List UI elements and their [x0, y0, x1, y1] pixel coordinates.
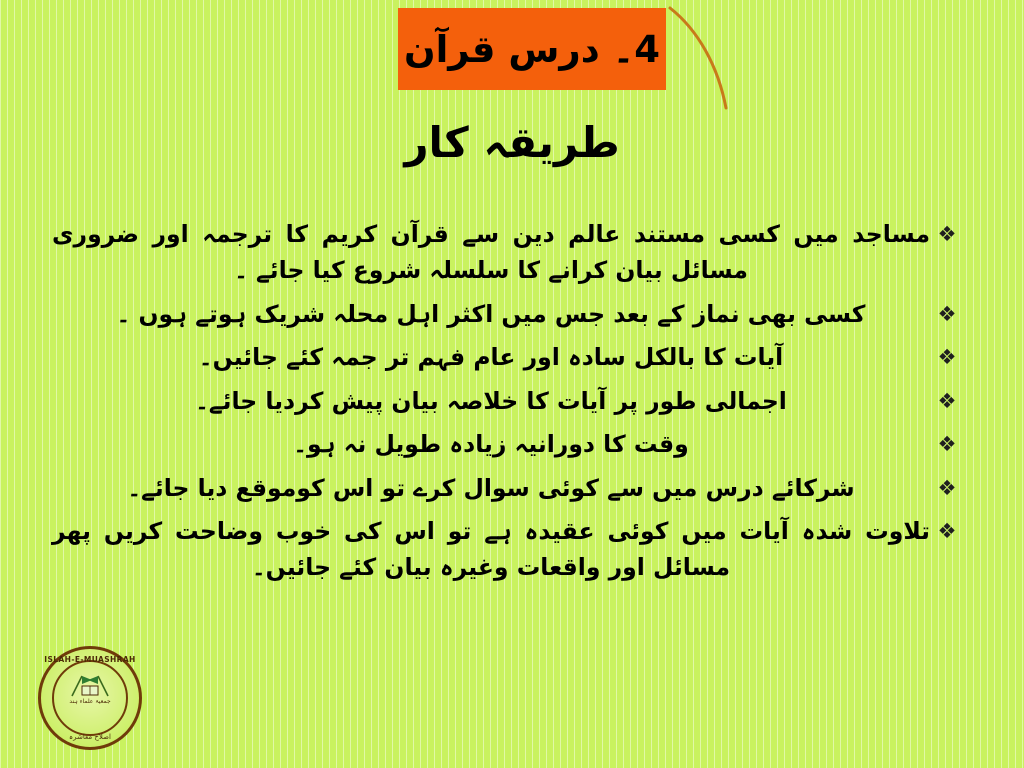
- diamond-bullet-icon: ❖: [937, 345, 957, 370]
- list-item-text: تلاوت شدہ آیات میں کوئی عقیدہ ہے تو اس کی خوب وضاحت کریں پھر مسائل اور واقعات وغیرہ بیان کئے جائیں۔: [52, 516, 930, 582]
- list-item-text: وقت کا دورانیہ زیادہ طویل نہ ہو۔: [293, 430, 689, 459]
- list-item: [52, 513, 964, 586]
- list-item-text: آیات کا بالکل سادہ اور عام فہم تر جمہ کئے جائیں۔: [198, 343, 784, 372]
- title-banner: [398, 8, 666, 90]
- bullet-list: [52, 216, 964, 593]
- diamond-bullet-icon: ❖: [937, 222, 957, 246]
- list-item-text: شرکائے درس میں سے کوئی سوال کرے تو اس کوموقع دیا جائے۔: [127, 473, 855, 502]
- organization-logo: [38, 646, 142, 750]
- list-item-text: مساجد میں کسی مستند عالم دین سے قرآن کریم کا ترجمہ اور ضروری مسائل بیان کرانے کا سلسلہ شروع کیا جائے ۔: [52, 220, 930, 285]
- logo-bottom-text: اصلاح معاشرہ: [69, 733, 111, 741]
- logo-top-text: ISLAH-E-MUASHRAH: [44, 655, 136, 664]
- diamond-bullet-icon: ❖: [937, 301, 957, 326]
- diamond-bullet-icon: ❖: [937, 518, 957, 543]
- list-item-text: اجمالی طور پر آیات کا خلاصہ بیان پیش کردیا جائے۔: [195, 386, 787, 415]
- decorative-swoosh-icon: [664, 4, 754, 114]
- slide-title: 4۔ درس قرآن: [403, 27, 661, 71]
- diamond-bullet-icon: ❖: [937, 475, 957, 500]
- crossed-flags-book-icon: [68, 672, 112, 698]
- section-heading: طریقہ کار: [404, 118, 620, 167]
- diamond-bullet-icon: ❖: [937, 432, 957, 457]
- list-item: [52, 216, 964, 289]
- diamond-bullet-icon: ❖: [937, 388, 957, 413]
- list-item: [52, 426, 964, 462]
- list-item: [52, 470, 964, 506]
- logo-mid-text: جمعیۃ علماء ہند: [69, 698, 111, 705]
- list-item-text: کسی بھی نماز کے بعد جس میں اکثر اہل محلہ شریک ہوتے ہوں ۔: [116, 299, 866, 328]
- list-item: [52, 339, 964, 375]
- list-item: [52, 383, 964, 419]
- list-item: [52, 296, 964, 332]
